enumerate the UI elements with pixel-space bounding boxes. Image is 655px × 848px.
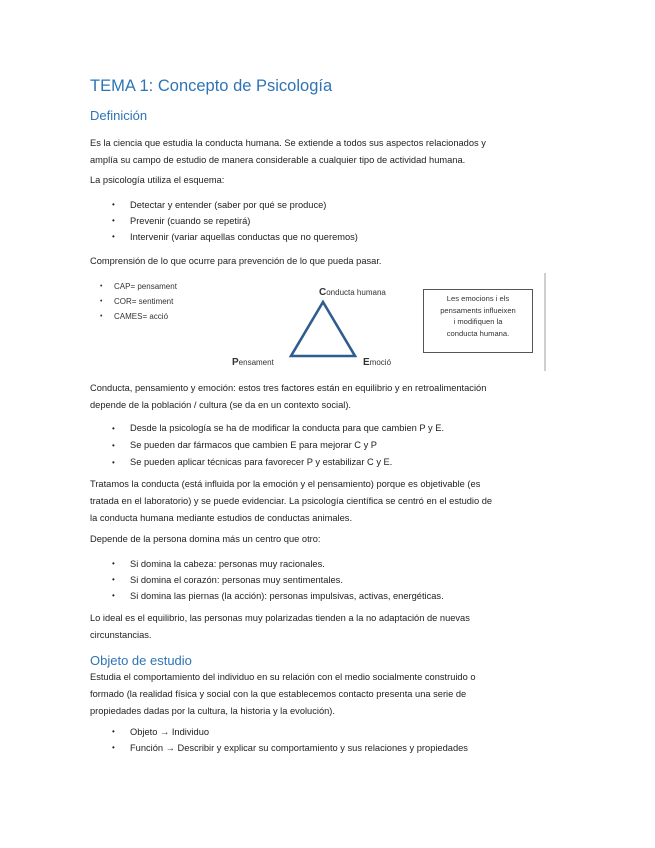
bullet-icon: • [112, 232, 115, 241]
list-item: • Prevenir (cuando se repetirá) [112, 213, 572, 229]
paragraph-tratamos [90, 476, 565, 527]
label-pensament: Pensament [232, 357, 274, 368]
bullet-icon: • [112, 727, 115, 736]
list-item: • Función → Describir y explicar su comportamiento y sus relaciones y propiedades [112, 740, 572, 756]
paragraph-objeto [90, 669, 565, 720]
text-line: Es la ciencia que estudia la conducta humana. Se extiende a todos sus aspectos relacionados y [90, 138, 486, 148]
text-line: circunstancias. [90, 630, 152, 640]
conducta-points-list [112, 420, 572, 471]
list-item: • CAMES= acció [100, 309, 177, 324]
cpe-diagram [90, 273, 546, 371]
paragraph-equilibrio [90, 610, 565, 644]
list-item: • Desde la psicología se ha de modificar la conducta para que cambien P y E. [112, 420, 572, 437]
list-item: • Intervenir (variar aquellas conductas que no queremos) [112, 229, 572, 245]
text-line: la conducta humana mediante estudios de conductas animales. [90, 513, 353, 523]
bullet-icon: • [100, 298, 103, 305]
centers-list [112, 556, 572, 604]
paragraph-depende: Depende de la persona domina más un centro que otro: [90, 534, 321, 544]
label-emocio: Emoció [363, 357, 392, 368]
diagram-legend-list [100, 279, 177, 324]
bullet-icon: • [112, 575, 115, 584]
list-item: • Detectar y entender (saber por qué se produce) [112, 197, 572, 213]
paragraph-definicion [90, 135, 565, 169]
diagram-note-box: Les emocions i els pensaments influeixen i modifiquen la conducta humana. [423, 289, 533, 353]
list-item: • Si domina las piernas (la acción): personas impulsivas, activas, energéticas. [112, 588, 572, 604]
page-title: TEMA 1: Concepto de Psicología [90, 77, 333, 95]
bullet-icon: • [112, 441, 115, 450]
bullet-icon: • [112, 743, 115, 752]
text-line: Lo ideal es el equilibrio, las personas muy polarizadas tienden a la no adaptación de nuevas [90, 613, 470, 623]
section-heading-objeto: Objeto de estudio [90, 653, 192, 668]
objeto-list [112, 724, 572, 756]
bullet-icon: • [100, 313, 103, 320]
text-line: Estudia el comportamiento del individuo en su relación con el medio socialmente construido o [90, 672, 476, 682]
scheme-list [112, 197, 572, 245]
bullet-icon: • [112, 458, 115, 467]
text-line: tratada en el laboratorio) y se puede evidenciar. La psicología científica se centró en el estudio de [90, 496, 493, 506]
triangle-icon [288, 299, 358, 359]
text-line: propiedades dadas por la cultura, la historia y la evolución). [90, 706, 335, 716]
bullet-icon: • [112, 424, 115, 433]
text-line: Conducta, pensamiento y emoción: estos tres factores están en equilibrio y en retroalimentación [90, 383, 487, 393]
list-item: • Se pueden dar fármacos que cambien E para mejorar C y P [112, 437, 572, 454]
text-line: depende de la población / cultura (se da en un contexto social). [90, 400, 352, 410]
paragraph-esquema: La psicología utiliza el esquema: [90, 175, 225, 185]
bullet-icon: • [112, 200, 115, 209]
bullet-icon: • [100, 283, 103, 290]
section-heading-definicion: Definición [90, 108, 148, 123]
list-item: • Si domina la cabeza: personas muy racionales. [112, 556, 572, 572]
text-line: formado (la realidad física y social con la que establecemos contacto presenta una serie de [90, 689, 467, 699]
text-line: Tratamos la conducta (está influida por la emoción y el pensamiento) porque es objetivable (es [90, 479, 481, 489]
list-item: • COR= sentiment [100, 294, 177, 309]
label-conducta: Conducta humana [319, 287, 386, 298]
list-item: • Si domina el corazón: personas muy sentimentales. [112, 572, 572, 588]
list-item: • Objeto → Individuo [112, 724, 572, 740]
bullet-icon: • [112, 216, 115, 225]
bullet-icon: • [112, 559, 115, 568]
list-item: • Se pueden aplicar técnicas para favorecer P y estabilizar C y E. [112, 454, 572, 471]
list-item: • CAP= pensament [100, 279, 177, 294]
paragraph-comprension: Comprensión de lo que ocurre para prevención de lo que pueda pasar. [90, 256, 382, 266]
text-line: amplía su campo de estudio de manera considerable a cualquier tipo de actividad humana. [90, 155, 466, 165]
bullet-icon: • [112, 591, 115, 600]
paragraph-conducta [90, 380, 565, 414]
divider [544, 273, 546, 371]
